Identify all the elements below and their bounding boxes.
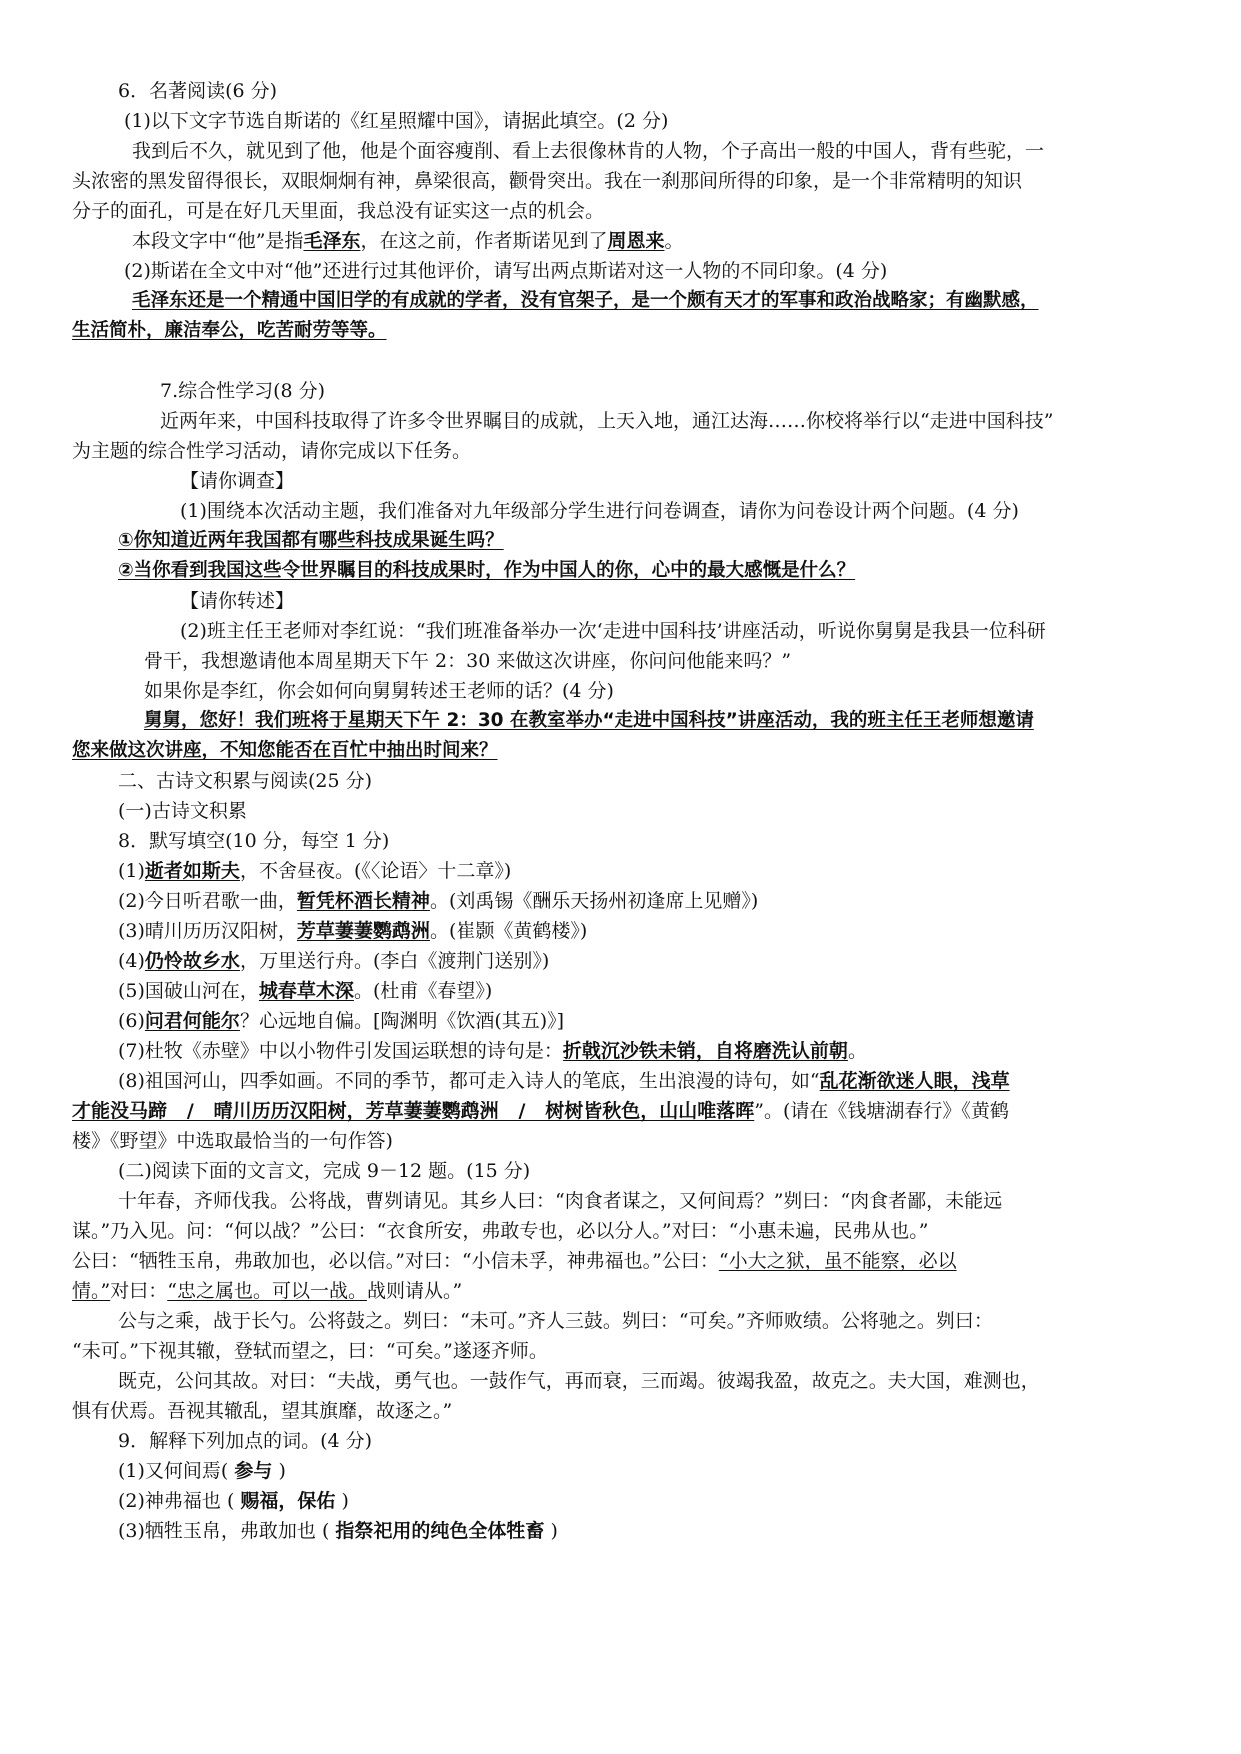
q8-item-text: (5)国破山河在， (118, 980, 259, 1002)
q8-item-8-note: 楼》《野望》中选取最恰当的一句作答) (72, 1130, 393, 1152)
q9-item-answer: 赐福，保佑 (240, 1490, 336, 1512)
q8-item-answer: 折戟沉沙铁未销，自将磨洗认前朝 (562, 1040, 848, 1062)
q8-item-answer: 逝者如斯夫 (144, 860, 240, 882)
q8-item-text: (3)晴川历历汉阳树， (118, 920, 297, 942)
classical-line: 公与之乘，战于长勺。公将鼓之。刿曰：“未可。”齐人三鼓。刿曰：“可矣。”齐师败绩。公将驰之。刿曰： (118, 1310, 993, 1332)
q6-fill-answer: 毛泽东 (303, 230, 361, 252)
classical-underlined: 情。” (72, 1280, 111, 1302)
q8-item-text: (7)杜牧《赤壁》中以小物件引发国运联想的诗句是： (118, 1040, 563, 1062)
q6-passage-line: 分子的面孔，可是在好几天里面，我总没有证实这一点的机会。 (72, 200, 605, 222)
q7-survey-heading: 【请你调查】 (180, 470, 295, 492)
q9-item-text: (3)牺牲玉帛，弗敢加也 ( (118, 1520, 330, 1542)
q9-item-text: ) (341, 1490, 349, 1512)
q8-item-2 (72, 886, 1172, 916)
q8-item-text: (8)祖国河山，四季如画。不同的季节，都可走入诗人的笔底，生出浪漫的诗句，如“ (118, 1070, 820, 1092)
exam-page (72, 76, 1172, 1546)
q6-fill-text: 本段文字中“他”是指 (132, 230, 304, 252)
q7-relay-answer: 您来做这次讲座，不知您能否在百忙中抽出时间来？ (72, 740, 498, 761)
classical-line: 惧有伏焉。吾视其辙乱，望其旗靡，故逐之。” (72, 1400, 453, 1422)
q9-item-text: ) (278, 1460, 286, 1482)
classical-text: 战则请从。” (366, 1280, 463, 1302)
q8-item-text: 。(崔颢《黄鹤楼》) (429, 920, 588, 942)
q9-title: 9．解释下列加点的词。(4 分) (118, 1430, 373, 1452)
classical-line: 十年春，齐师伐我。公将战，曹刿请见。其乡人曰：“肉食者谋之，又何间焉？”刿曰：“肉食者鄙，未能远 (118, 1190, 1003, 1212)
q8-item-text: 。 (847, 1040, 867, 1062)
q7-intro-line: 近两年来，中国科技取得了许多令世界瞩目的成就，上天入地，通江达海……你校将举行以“走进中国科技” (160, 410, 1054, 432)
q8-item-text: ，不舍昼夜。(《〈论语〉十二章》) (239, 860, 512, 882)
q7-relay-heading: 【请你转述】 (180, 590, 295, 612)
classical-line: 谋。”乃入见。问：“何以战？”公曰：“衣食所安，弗敢专也，必以分人。”对曰：“小惠未遍，民弗从也。” (72, 1220, 929, 1242)
q9-item-answer: 指祭祀用的纯色全体牲畜 (335, 1520, 545, 1542)
q8-item-answer: 暂凭杯酒长精神 (296, 890, 430, 912)
q7-relay-answer: 舅舅，您好！我们班将于星期天下午 2：30 在教室举办“走进中国科技”讲座活动，我的班主任王老师想邀请 (144, 710, 1034, 731)
q6-fill-answer: 周恩来 (607, 230, 665, 252)
q6-passage-line: 头浓密的黑发留得很长，双眼炯炯有神，鼻梁很高，颧骨突出。我在一刹那间所得的印象，是一个非常精明的知识 (72, 170, 1023, 192)
q6-passage-line: 我到后不久，就见到了他，他是个面容瘦削、看上去很像林肯的人物，个子高出一般的中国人，背有些驼，一 (132, 140, 1045, 162)
q8-item-8 (72, 1066, 1172, 1096)
q7-intro-line: 为主题的综合性学习活动，请你完成以下任务。 (72, 440, 472, 462)
part2-title: 二、古诗文积累与阅读(25 分) (118, 770, 373, 792)
q6-fill-line (72, 226, 1172, 256)
q8-item-7 (72, 1036, 1172, 1066)
q8-item-answer: 城春草木深 (258, 980, 354, 1002)
q8-item-text: (1) (118, 860, 145, 882)
q8-item-text: (6) (118, 1010, 145, 1032)
q8-title: 8．默写填空(10 分，每空 1 分) (118, 830, 390, 852)
q7-relay-question: 骨干，我想邀请他本周星期天下午 2：30 来做这次讲座，你问问他能来吗？” (144, 650, 792, 672)
q7-title: 7.综合性学习(8 分) (160, 380, 326, 402)
q9-item-1 (72, 1456, 1172, 1486)
classical-text: 公曰：“牺牲玉帛，弗敢加也，必以信。”对曰：“小信未孚，神弗福也。”公曰： (72, 1250, 719, 1272)
q9-item-text: ) (550, 1520, 558, 1542)
q8-item-text: (4) (118, 950, 145, 972)
classical-line (72, 1276, 1172, 1306)
q7-relay-question: 如果你是李红，你会如何向舅舅转述王老师的话？(4 分) (144, 680, 614, 702)
classical-text: 对曰： (110, 1280, 168, 1302)
q7-relay-question: (2)班主任王老师对李红说：“我们班准备举办一次‘走进中国科技’讲座活动，听说你舅舅是我县一位科研 (180, 620, 1046, 642)
q6-answer-line: 生活简朴，廉洁奉公，吃苦耐劳等等。 (72, 320, 387, 341)
q9-item-text: (1)又何间焉( (118, 1460, 229, 1482)
q7-survey-answer: ②当你看到我国这些令世界瞩目的科技成果时，作为中国人的你，心中的最大感慨是什么？ (118, 560, 856, 581)
q9-item-2 (72, 1486, 1172, 1516)
q8-item-text: ”。(请在《钱塘湖春行》《黄鹤 (754, 1100, 1009, 1122)
classical-line: “未可。”下视其辙，登轼而望之，曰：“可矣。”遂逐齐师。 (72, 1340, 548, 1362)
q8-item-6 (72, 1006, 1172, 1036)
classical-underlined: “小大之狱，虽不能察，必以 (718, 1250, 957, 1272)
q8-item-3 (72, 916, 1172, 946)
q8-item-answer: 才能没马蹄 / 晴川历历汉阳树，芳草萋萋鹦鹉洲 / 树树皆秋色，山山唯落晖 (72, 1100, 755, 1122)
q9-item-text: (2)神弗福也 ( (118, 1490, 235, 1512)
classical-underlined: “忠之属也。可以一战。 (167, 1280, 367, 1302)
q8-item-answer: 乱花渐欲迷人眼，浅草 (819, 1070, 1010, 1092)
q8-item-8-cont (72, 1096, 1172, 1126)
q8-item-answer: 问君何能尔 (144, 1010, 240, 1032)
q8-item-text: 。(杜甫《春望》) (353, 980, 493, 1002)
q8-item-4 (72, 946, 1172, 976)
q6-fill-text: 。 (664, 230, 684, 252)
q8-item-text: ？心远地自偏。[陶渊明《饮酒(其五)》] (239, 1010, 565, 1032)
part2-section2: (二)阅读下面的文言文，完成 9－12 题。(15 分) (118, 1160, 531, 1182)
classical-line: 既克，公问其故。对曰：“夫战，勇气也。一鼓作气，再而衰，三而竭。彼竭我盈，故克之。夫大国，难测也， (118, 1370, 1040, 1392)
q8-item-text: (2)今日听君歌一曲， (118, 890, 297, 912)
q8-item-text: 。(刘禹锡《酬乐天扬州初逢席上见赠》) (429, 890, 759, 912)
q8-item-5 (72, 976, 1172, 1006)
q7-survey-question: (1)围绕本次活动主题，我们准备对九年级部分学生进行问卷调查，请你为问卷设计两个问题。(4 分) (180, 500, 1019, 522)
part2-section1: (一)古诗文积累 (118, 800, 247, 822)
q7-survey-answer: ①你知道近两年我国都有哪些科技成果诞生吗？ (118, 530, 504, 551)
q8-item-text: ，万里送行舟。(李白《渡荆门送别》) (239, 950, 550, 972)
q9-item-3 (72, 1516, 1172, 1546)
q8-item-answer: 仍怜故乡水 (144, 950, 240, 972)
q6-sub2: (2)斯诺在全文中对“他”还进行过其他评价，请写出两点斯诺对这一人物的不同印象。(4 分) (124, 260, 888, 282)
q8-item-1 (72, 856, 1172, 886)
q9-item-answer: 参与 (234, 1460, 273, 1482)
classical-line (72, 1246, 1172, 1276)
q8-item-answer: 芳草萋萋鹦鹉洲 (296, 920, 430, 942)
q6-sub1: (1)以下文字节选自斯诺的《红星照耀中国》，请据此填空。(2 分) (124, 110, 669, 132)
q6-fill-text: ，在这之前，作者斯诺见到了 (360, 230, 608, 252)
q6-answer-line: 毛泽东还是一个精通中国旧学的有成就的学者，没有官架子，是一个颇有天才的军事和政治战略家；有幽默感， (132, 290, 1039, 311)
q6-title: 6．名著阅读(6 分) (118, 80, 278, 102)
